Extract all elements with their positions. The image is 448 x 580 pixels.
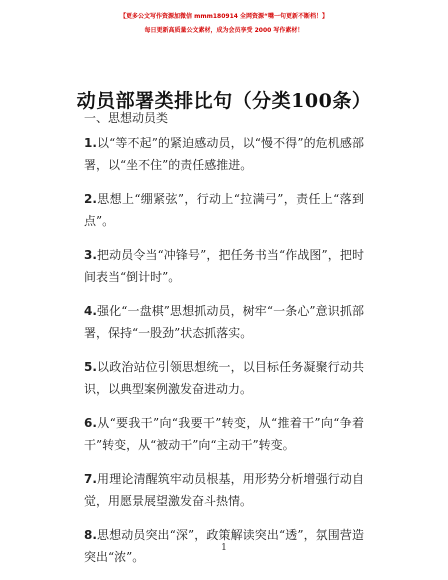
item-text: 思想动员突出“深”，政策解读突出“透”，氛围营造突出“浓”。 <box>84 528 364 564</box>
item-text: 从“要我干”向“我要干”转变，从“推着干”向“争着干”转变，从“被动干”向“主动干”转变。 <box>84 416 364 452</box>
promo-banner-line-2: 每日更新高质量公文素材，成为会员享受 2000 写作素材！ <box>144 27 304 34</box>
item-text: 思想上“绷紧弦”，行动上“拉满弓”，责任上“落到点”。 <box>84 192 364 228</box>
item-number: 2. <box>84 192 97 206</box>
page-number: 1 <box>221 543 227 553</box>
item-number: 4. <box>84 304 97 318</box>
promo-banner <box>0 11 448 37</box>
list-item <box>84 244 364 288</box>
item-number: 3. <box>84 248 97 262</box>
item-number: 7. <box>84 472 97 486</box>
item-text: 强化“一盘棋”思想抓动员，树牢“一条心”意识抓部署，保持“一股劲”状态抓落实。 <box>84 304 364 340</box>
sentence-list <box>84 132 364 580</box>
list-item <box>84 188 364 232</box>
document-title: 动员部署类排比句（分类100条） <box>76 90 372 112</box>
list-item <box>84 300 364 344</box>
list-item <box>84 468 364 512</box>
list-item <box>84 412 364 456</box>
item-text: 以“等不起”的紧迫感动员，以“慢不得”的危机感部署，以“坐不住”的责任感推进。 <box>84 136 364 172</box>
list-item <box>84 356 364 400</box>
list-item <box>84 132 364 176</box>
item-number: 1. <box>84 136 97 150</box>
item-text: 用理论清醒筑牢动员根基，用形势分析增强行动自觉，用愿景展望激发奋斗热情。 <box>84 472 364 508</box>
promo-banner-line-1: 【更多公文写作资源加微信 mmm180914 全网资源“嘴一句更新不断档！】 <box>120 13 328 20</box>
item-text: 以政治站位引领思想统一，以目标任务凝聚行动共识，以典型案例激发奋进动力。 <box>84 360 364 396</box>
section-heading: 一、思想动员类 <box>84 111 169 125</box>
item-number: 8. <box>84 528 97 542</box>
item-number: 6. <box>84 416 97 430</box>
item-text: 把动员令当“冲锋号”，把任务书当“作战图”，把时间表当“倒计时”。 <box>84 248 364 284</box>
item-number: 5. <box>84 360 97 374</box>
